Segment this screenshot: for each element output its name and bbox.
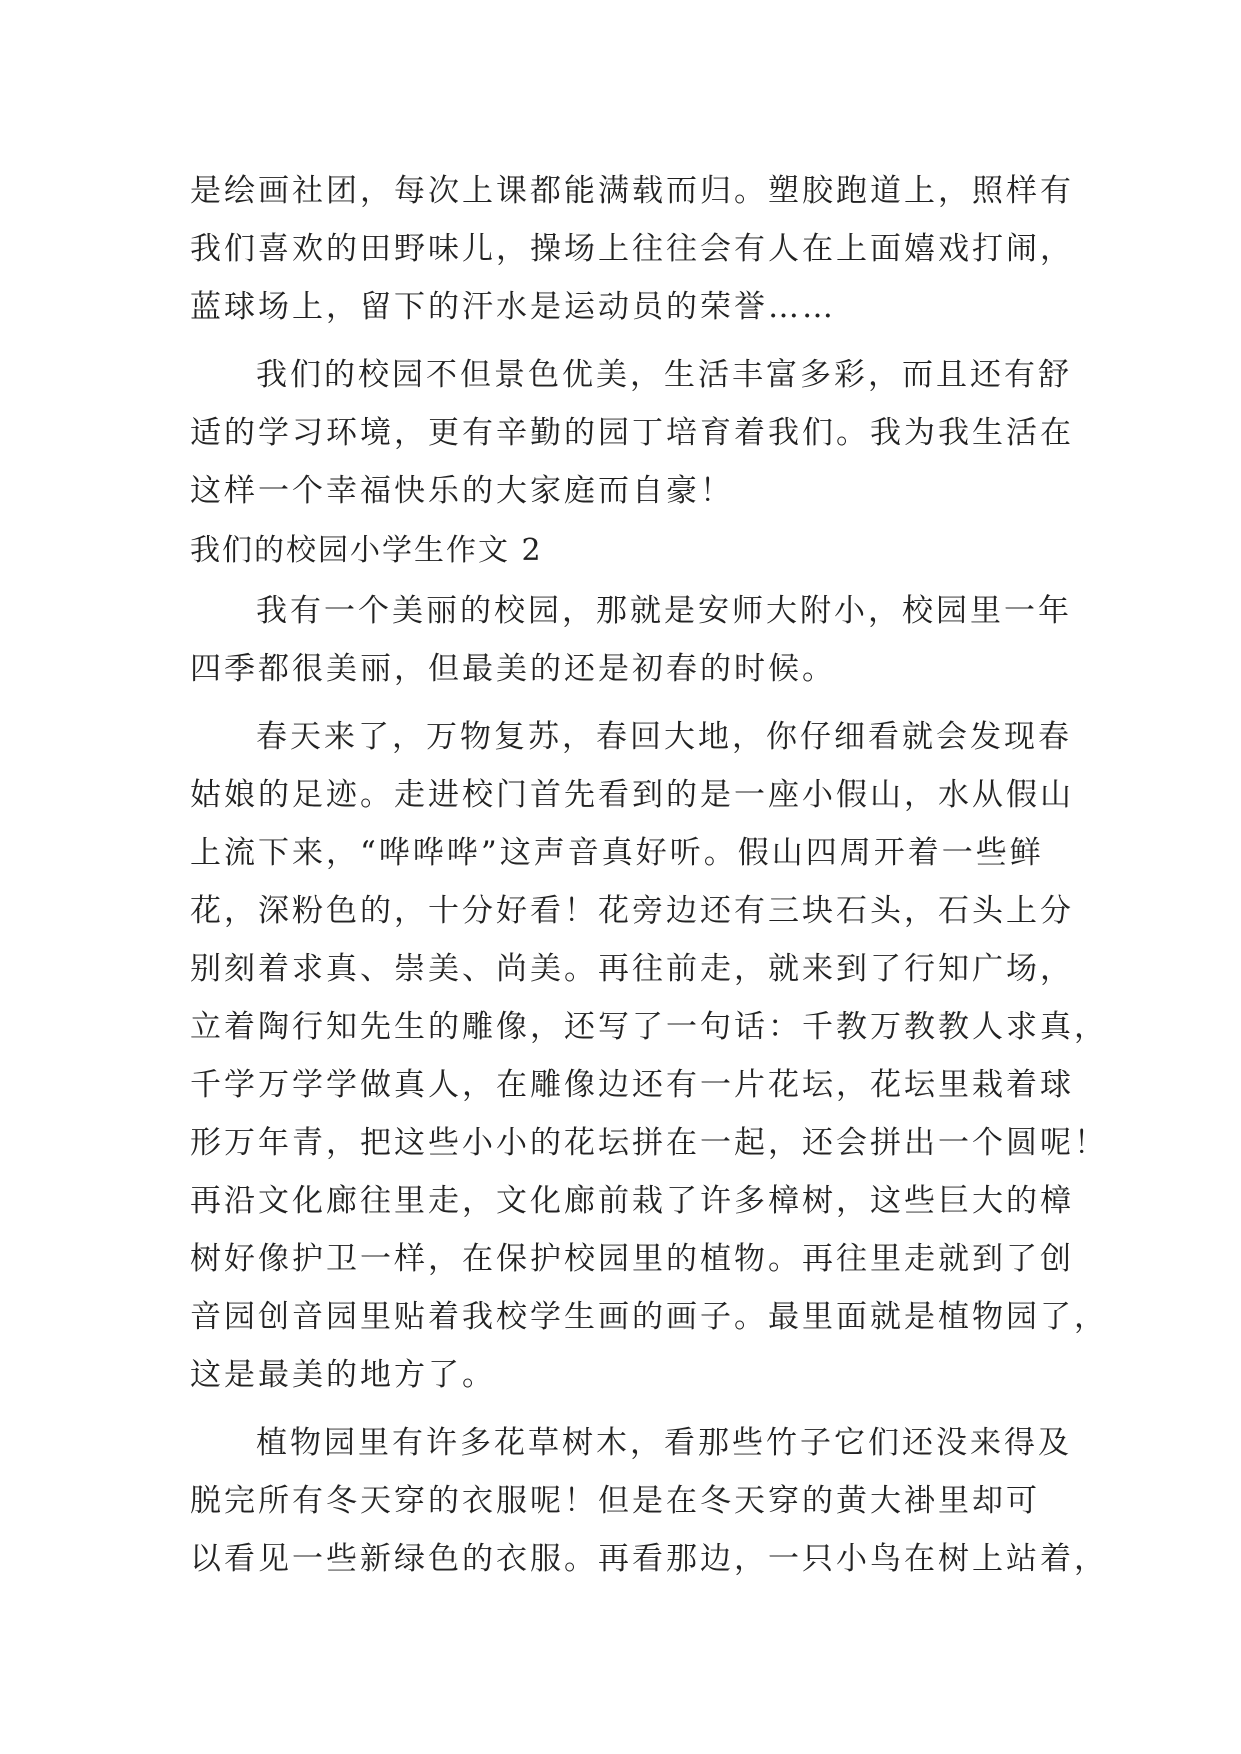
paragraph xyxy=(190,162,1074,336)
text-line: 我有一个美丽的校园，那就是安师大附小，校园里一年 xyxy=(256,593,1072,629)
text-line: 再沿文化廊往里走，文化廊前栽了许多樟树，这些巨大的樟 xyxy=(190,1183,1074,1219)
text-line: 这是最美的地方了。 xyxy=(190,1357,496,1393)
text-line: 我们喜欢的田野味儿，操场上往往会有人在上面嬉戏打闹， xyxy=(190,231,1074,267)
text-line: 这样一个幸福快乐的大家庭而自豪！ xyxy=(190,473,734,509)
paragraph xyxy=(190,708,1108,1404)
text-line: 花，深粉色的，十分好看！花旁边还有三块石头，石头上分 xyxy=(190,893,1074,929)
text-line: 适的学习环境，更有辛勤的园丁培育着我们。我为我生活在 xyxy=(190,415,1074,451)
text-line: 四季都很美丽，但最美的还是初春的时候。 xyxy=(190,651,836,687)
document-body xyxy=(190,162,1108,1588)
text-line: 上流下来，“哗哗哗”这声音真好听。假山四周开着一些鲜 xyxy=(190,835,1044,871)
section-heading: 我们的校园小学生作文 2 xyxy=(190,533,543,568)
text-line: 别刻着求真、崇美、尚美。再往前走，就来到了行知广场， xyxy=(190,951,1074,987)
text-line: 脱完所有冬天穿的衣服呢！但是在冬天穿的黄大褂里却可 xyxy=(190,1483,1040,1519)
text-line: 立着陶行知先生的雕像，还写了一句话：千教万教教人求真， xyxy=(190,1009,1108,1045)
text-line: 音园创音园里贴着我校学生画的画子。最里面就是植物园了， xyxy=(190,1299,1108,1335)
text-line: 以看见一些新绿色的衣服。再看那边，一只小鸟在树上站着， xyxy=(190,1541,1108,1577)
text-line: 我们的校园不但景色优美，生活丰富多彩，而且还有舒 xyxy=(256,357,1072,393)
text-line: 春天来了，万物复苏，春回大地，你仔细看就会发现春 xyxy=(256,719,1072,755)
text-line: 树好像护卫一样，在保护校园里的植物。再往里走就到了创 xyxy=(190,1241,1074,1277)
text-line: 蓝球场上，留下的汗水是运动员的荣誉…… xyxy=(190,289,836,325)
paragraph xyxy=(190,346,1074,520)
text-line: 植物园里有许多花草树木，看那些竹子它们还没来得及 xyxy=(256,1425,1072,1461)
text-line: 千学万学学做真人，在雕像边还有一片花坛，花坛里栽着球 xyxy=(190,1067,1074,1103)
text-line: 姑娘的足迹。走进校门首先看到的是一座小假山，水从假山 xyxy=(190,777,1074,813)
paragraph xyxy=(190,1414,1108,1588)
text-line: 形万年青，把这些小小的花坛拼在一起，还会拼出一个圆呢！ xyxy=(190,1125,1108,1161)
text-line: 是绘画社团，每次上课都能满载而归。塑胶跑道上，照样有 xyxy=(190,173,1074,209)
paragraph xyxy=(190,582,1072,698)
